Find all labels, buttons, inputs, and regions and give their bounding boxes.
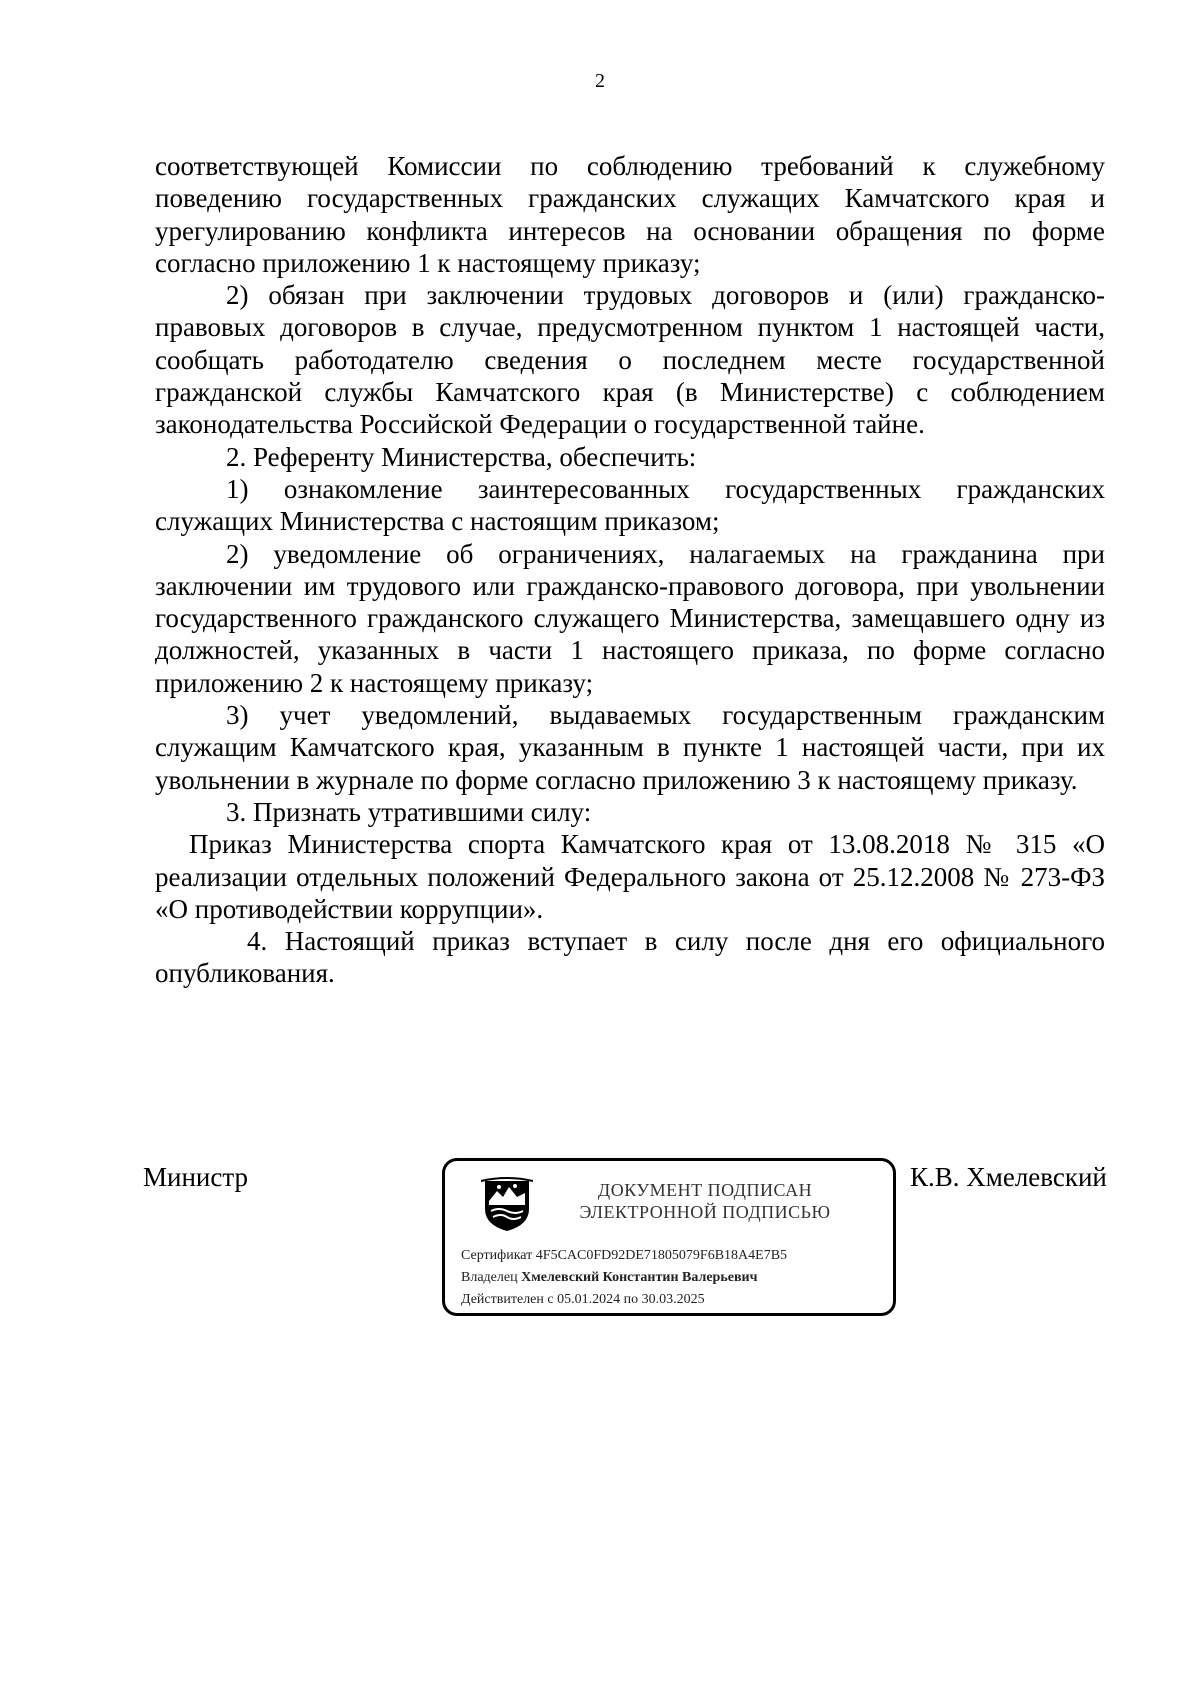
paragraph-1: соответствующей Комиссии по соблюдению требований к служебному поведению государственных гражданских служащих Камчатского края и урегулированию конфликта интересов на основании обращения по форме согласно приложению 1 к настоящему приказу; <box>155 151 1105 278</box>
kamchatka-emblem-icon <box>481 1175 533 1233</box>
valid-to-label: по <box>623 1292 639 1307</box>
document-body <box>155 150 1105 990</box>
stamp-details <box>461 1245 891 1311</box>
stamp-heading-line-1: ДОКУМЕНТ ПОДПИСАН <box>597 1180 813 1200</box>
page-number: 2 <box>595 70 605 92</box>
paragraph-7: 3. Признать утратившими силу: <box>226 796 592 827</box>
valid-label: Действителен с <box>461 1292 554 1307</box>
paragraph-9: 4. Настоящий приказ вступает в силу после дня его официального опубликования. <box>155 926 1105 989</box>
stamp-certificate-line <box>461 1245 891 1267</box>
certificate-label: Сертификат <box>461 1248 533 1263</box>
stamp-owner-line <box>461 1267 891 1289</box>
stamp-validity-line <box>461 1289 891 1311</box>
electronic-signature-stamp <box>442 1158 896 1316</box>
owner-value: Хмелевский Константин Валерьевич <box>521 1270 758 1285</box>
paragraph-3: 2. Референту Министерства, обеспечить: <box>226 441 697 472</box>
paragraph-8: Приказ Министерства спорта Камчатского края от 13.08.2018 № 315 «О реализации отдельных положений Федерального закона от 25.12.2008 № 273-ФЗ «О противодействии коррупции». <box>155 829 1105 924</box>
paragraph-5: 2) уведомление об ограничениях, налагаемых на гражданина при заключении им трудового или гражданско-правового договора, при увольнении государственного гражданского служащего Министерства, замещавшего одну из должностей, указанных в части 1 настоящего приказа, по форме согласно приложению 2 к настоящему приказу; <box>155 538 1105 698</box>
valid-to: 30.03.2025 <box>641 1292 705 1307</box>
paragraph-2: 2) обязан при заключении трудовых договоров и (или) гражданско-правовых договоров в случае, предусмотренном пунктом 1 настоящей части, сообщать работодателю сведения о последнем месте государственной гражданской службы Камчатского края (в Министерстве) с соблюдением законодательства Российской Федерации о государственной тайне. <box>155 280 1105 440</box>
signature-block <box>0 1162 1200 1322</box>
valid-from: 05.01.2024 <box>557 1292 621 1307</box>
paragraph-4: 1) ознакомление заинтересованных государственных гражданских служащих Министерства с настоящим приказом; <box>155 473 1105 537</box>
signer-position: Министр <box>143 1162 248 1192</box>
paragraph-6: 3) учет уведомлений, выдаваемых государственным гражданским служащим Камчатского края, указанным в пункте 1 настоящей части, при их увольнении в журнале по форме согласно приложению 3 к настоящему приказу. <box>155 700 1105 795</box>
stamp-heading-line-2: ЭЛЕКТРОННОЙ ПОДПИСЬЮ <box>579 1202 831 1222</box>
signer-name: К.В. Хмелевский <box>910 1162 1107 1192</box>
owner-label: Владелец <box>461 1270 518 1285</box>
certificate-value: 4F5CAC0FD92DE71805079F6B18A4E7B5 <box>535 1248 788 1263</box>
stamp-heading <box>555 1179 855 1223</box>
